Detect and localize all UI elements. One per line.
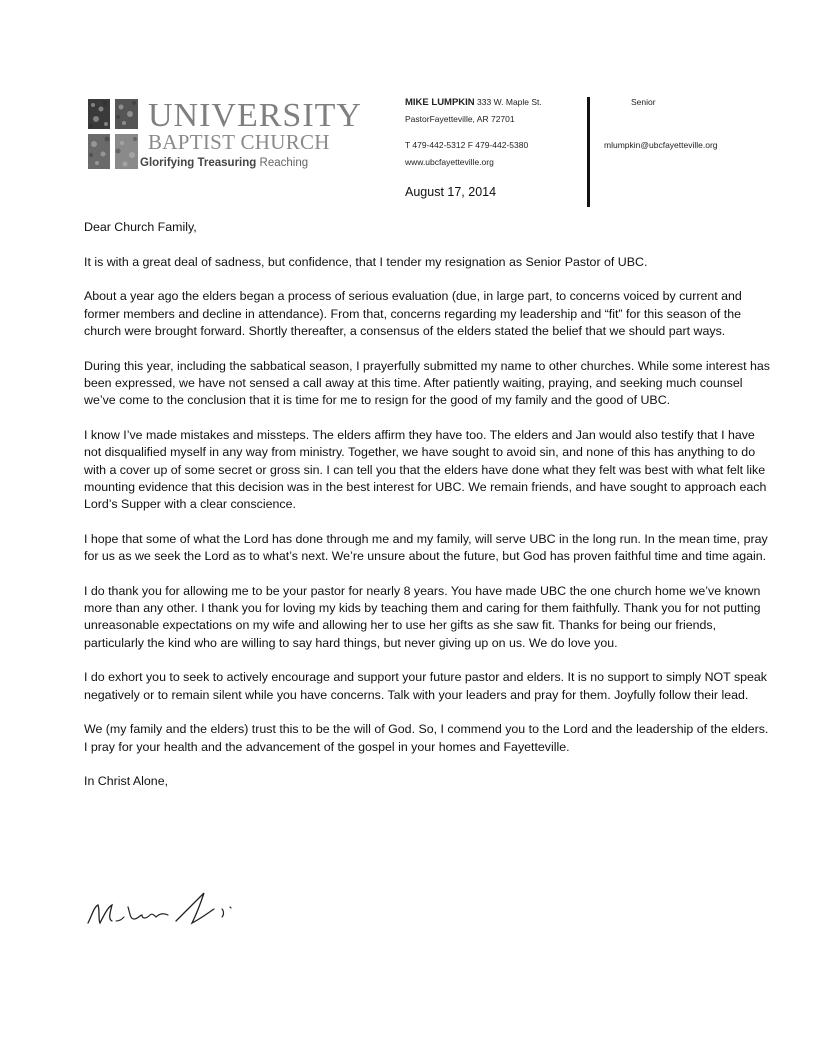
letter-date: August 17, 2014 [405,185,497,199]
paragraph-2: About a year ago the elders began a process of serious evaluation (due, in large part, to concerns voiced by current and former members and decline in attendance). From that, concerns regarding my leadership and “fit” for this season of the church were brought forward. Shortly thereafter, a consensus of the elders stated the belief that we should part ways. [84,289,742,338]
letter-body [84,219,774,808]
closing: In Christ Alone, [84,774,169,789]
church-logo [88,99,368,171]
paragraph-6: I do thank you for allowing me to be your pastor for nearly 8 years. You have made UBC the one church home we’ve known more than any other. I thank you for loving my kids by teaching them and caring for them faithfully. Thank you for not putting unreasonable expectations on my wife and allowing her to use her gifts as she saw fit. Thanks for being our friends, particularly the kind who are willing to say hard things, but never giving up on us. We do love you. [84,583,761,650]
paragraph-3: During this year, including the sabbatical season, I prayerfully submitted my name to other churches. While some interest has been expressed, we have not sensed a call away at this time. After patiently waiting, praying, and seeking much counsel we’ve come to the conclusion that it is time for me to resign for the good of my family and the good of UBC. [84,358,770,408]
logo-line1: UNIVERSITY [148,97,362,134]
logo-wordmark [140,97,362,170]
logo-line2: BAPTIST CHURCH [148,130,330,154]
logo-tagline [140,156,362,170]
salutation: Dear Church Family, [84,220,197,234]
handwritten-signature [84,885,244,935]
sender-title-word: Senior [631,97,656,107]
sender-email: mlumpkin@ubcfayetteville.org [604,140,718,150]
logo-tagline-bold: Glorifying Treasuring [140,157,257,169]
paragraph-7: I do exhort you to seek to actively encourage and support your future pastor and elders. It is no support to simply NOT speak negatively or to remain silent while you have concerns. Talk with your leaders and pray for them. Joyfully follow their lead. [84,670,768,702]
letterhead-divider [587,97,590,207]
paragraph-1: It is with a great deal of sadness, but confidence, that I tender my resignation as Senior Pastor of UBC. [84,254,648,269]
sender-title-city: PastorFayetteville, AR 72701 [405,114,515,124]
letterhead-name-line [405,97,542,108]
sender-street: 333 W. Maple St. [477,97,542,107]
sender-website: www.ubcfayetteville.org [405,157,494,167]
sender-name: MIKE LUMPKIN [405,97,475,108]
cross-mosaic-icon [88,99,138,169]
paragraph-5: I hope that some of what the Lord has done through me and my family, will serve UBC in the long run. In the mean time, pray for us as we seek the Lord as to what’s next. We’re unsure about the future, but God has proven faithful time and time again. [84,531,768,564]
paragraph-8: We (my family and the elders) trust this to be the will of God. So, I commend you to the Lord and the leadership of the elders. I pray for your health and the advancement of the gospel in your homes and Fayetteville. [84,722,769,754]
sender-phone-fax: T 479-442-5312 F 479-442-5380 [405,140,529,150]
paragraph-4: I know I’ve made mistakes and missteps. The elders affirm they have too. The elders and Jan would also testify that I have not disqualified myself in any way from ministry. Together, we have sought to avoid sin, and none of this has anything to do with a cover up of some secret or gross sin. I can tell you that the elders have done what they felt was best with what felt like mounting evidence that this decision was in the best interest for UBC. We remain friends, and have sought to approach each Lord’s Supper with a clear conscience. [84,427,767,512]
logo-tagline-last: Reaching [259,157,309,169]
